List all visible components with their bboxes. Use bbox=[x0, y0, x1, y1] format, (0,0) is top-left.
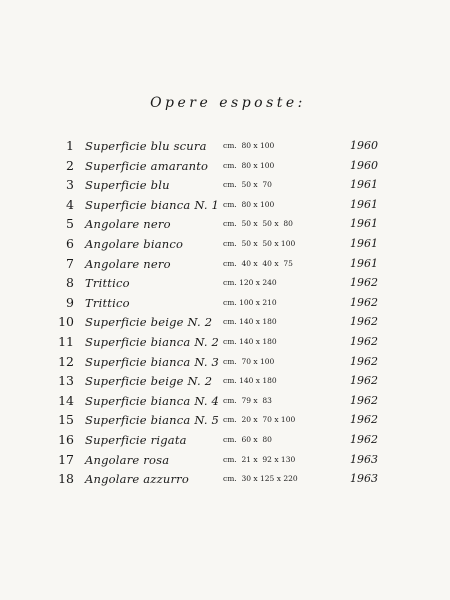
work-number: 1 bbox=[66, 138, 74, 153]
page-title: Opere esposte: bbox=[150, 95, 306, 111]
work-title: Superficie blu bbox=[85, 178, 170, 193]
work-title: Superficie rigata bbox=[85, 432, 187, 447]
list-item bbox=[0, 471, 450, 491]
work-dimensions: cm. 140 x 180 bbox=[223, 336, 277, 346]
work-number: 17 bbox=[58, 451, 74, 467]
work-title: Superficie beige N. 2 bbox=[85, 315, 213, 330]
work-year: 1963 bbox=[350, 452, 378, 466]
work-title: Superficie bianca N. 3 bbox=[85, 354, 220, 369]
work-title: Superficie amaranto bbox=[85, 158, 209, 173]
work-number: 13 bbox=[58, 373, 74, 389]
work-title: Superficie bianca N. 5 bbox=[85, 413, 220, 428]
list-item bbox=[0, 138, 450, 158]
list-item bbox=[0, 275, 450, 295]
work-title: Superficie bianca N. 1 bbox=[85, 197, 220, 212]
list-item bbox=[0, 452, 450, 472]
work-title: Angolare nero bbox=[85, 256, 171, 271]
work-year: 1962 bbox=[350, 374, 378, 388]
work-year: 1961 bbox=[350, 256, 378, 270]
list-item bbox=[0, 432, 450, 452]
list-item bbox=[0, 216, 450, 236]
work-year: 1962 bbox=[350, 354, 378, 368]
work-dimensions: cm. 60 x 80 bbox=[223, 434, 272, 444]
work-number: 15 bbox=[58, 412, 74, 428]
work-dimensions: cm. 80 x 100 bbox=[223, 141, 275, 150]
work-title: Angolare bianco bbox=[85, 236, 184, 251]
work-year: 1962 bbox=[350, 413, 378, 427]
work-dimensions: cm. 50 x 50 x 80 bbox=[223, 219, 293, 229]
work-title: Superficie blu scura bbox=[85, 139, 207, 153]
works-list bbox=[0, 138, 450, 491]
work-number: 18 bbox=[58, 471, 74, 487]
work-number: 11 bbox=[58, 333, 74, 349]
work-number: 6 bbox=[66, 235, 74, 251]
list-item bbox=[0, 177, 450, 197]
work-year: 1962 bbox=[350, 295, 378, 309]
list-item bbox=[0, 197, 450, 217]
list-item bbox=[0, 256, 450, 276]
work-number: 14 bbox=[58, 392, 74, 408]
work-year: 1962 bbox=[350, 315, 378, 329]
work-title: Angolare rosa bbox=[85, 452, 170, 467]
work-title: Trittico bbox=[85, 276, 130, 291]
work-number: 3 bbox=[66, 177, 74, 193]
work-dimensions: cm. 50 x 70 bbox=[223, 180, 272, 190]
work-dimensions: cm. 100 x 210 bbox=[223, 297, 277, 307]
work-dimensions: cm. 40 x 40 x 75 bbox=[223, 258, 293, 268]
work-dimensions: cm. 30 x 125 x 220 bbox=[223, 474, 298, 484]
work-year: 1962 bbox=[350, 276, 378, 290]
work-dimensions: cm. 80 x 100 bbox=[223, 199, 275, 209]
work-year: 1961 bbox=[350, 178, 378, 192]
work-dimensions: cm. 140 x 180 bbox=[223, 376, 277, 386]
work-dimensions: cm. 120 x 240 bbox=[223, 278, 277, 288]
list-item bbox=[0, 354, 450, 374]
work-year: 1961 bbox=[350, 236, 378, 250]
work-number: 16 bbox=[58, 431, 74, 447]
work-title: Trittico bbox=[85, 295, 130, 310]
work-year: 1960 bbox=[350, 158, 378, 172]
work-year: 1963 bbox=[350, 472, 378, 486]
work-number: 10 bbox=[58, 314, 74, 330]
work-number: 12 bbox=[58, 353, 74, 369]
list-item bbox=[0, 393, 450, 413]
work-title: Angolare nero bbox=[85, 217, 171, 232]
work-title: Superficie bianca N. 2 bbox=[85, 334, 220, 349]
work-dimensions: cm. 21 x 92 x 130 bbox=[223, 454, 296, 464]
work-year: 1961 bbox=[350, 197, 378, 211]
list-item bbox=[0, 295, 450, 315]
work-dimensions: cm. 70 x 100 bbox=[223, 356, 275, 366]
work-number: 5 bbox=[66, 216, 74, 232]
work-year: 1960 bbox=[350, 139, 378, 152]
list-item bbox=[0, 158, 450, 178]
work-year: 1961 bbox=[350, 217, 378, 231]
work-year: 1962 bbox=[350, 334, 378, 348]
work-title: Superficie bianca N. 4 bbox=[85, 393, 220, 408]
list-item bbox=[0, 412, 450, 432]
list-item bbox=[0, 334, 450, 354]
list-item bbox=[0, 373, 450, 393]
work-year: 1962 bbox=[350, 393, 378, 407]
work-title: Angolare azzurro bbox=[85, 472, 189, 487]
work-dimensions: cm. 79 x 83 bbox=[223, 395, 272, 405]
list-item bbox=[0, 236, 450, 256]
work-title: Superficie beige N. 2 bbox=[85, 374, 213, 389]
work-dimensions: cm. 140 x 180 bbox=[223, 317, 277, 327]
work-number: 2 bbox=[66, 157, 74, 173]
work-dimensions: cm. 50 x 50 x 100 bbox=[223, 238, 296, 248]
work-number: 4 bbox=[66, 196, 74, 212]
work-year: 1962 bbox=[350, 432, 378, 446]
work-number: 8 bbox=[66, 275, 74, 291]
list-item bbox=[0, 314, 450, 334]
work-number: 7 bbox=[66, 255, 74, 271]
work-number: 9 bbox=[66, 294, 74, 310]
work-dimensions: cm. 20 x 70 x 100 bbox=[223, 415, 296, 425]
work-dimensions: cm. 80 x 100 bbox=[223, 160, 275, 170]
